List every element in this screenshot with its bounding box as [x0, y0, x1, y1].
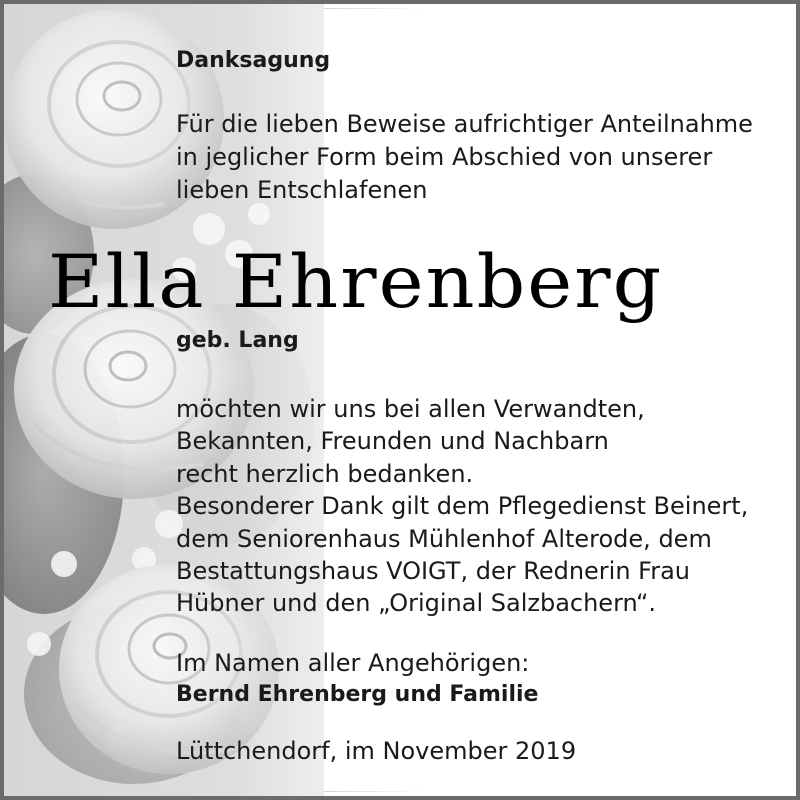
closing-text: Im Namen aller Angehörigen:: [176, 649, 530, 677]
thanks-line: Hübner und den „Original Salzbachern“.: [176, 589, 657, 618]
thanks-line: Bestattungshaus VOIGT, der Rednerin Frau: [176, 557, 691, 586]
thanks-text: [176, 393, 748, 620]
intro-line: lieben Entschlafenen: [176, 176, 428, 204]
deceased-name: Ella Ehrenberg: [48, 240, 664, 325]
thanks-line: Bekannten, Freunden und Nachbarn: [176, 427, 609, 456]
thanks-line: Besonderer Dank gilt dem Pflegedienst Beinert,: [176, 492, 749, 521]
maiden-name: geb. Lang: [176, 328, 299, 353]
thanks-line: möchten wir uns bei allen Verwandten,: [176, 395, 645, 423]
intro-line: Für die lieben Beweise aufrichtiger Anteilnahme: [176, 110, 753, 138]
intro-line: in jeglicher Form beim Abschied von unserer: [176, 143, 713, 171]
thanks-line: dem Seniorenhaus Mühlenhof Alterode, dem: [176, 524, 712, 553]
place-date: Lüttchendorf, im November 2019: [176, 737, 577, 765]
thanks-line: recht herzlich bedanken.: [176, 459, 474, 488]
intro-text: [176, 108, 753, 207]
heading-title: Danksagung: [176, 48, 331, 73]
signature: Bernd Ehrenberg und Familie: [176, 682, 539, 707]
